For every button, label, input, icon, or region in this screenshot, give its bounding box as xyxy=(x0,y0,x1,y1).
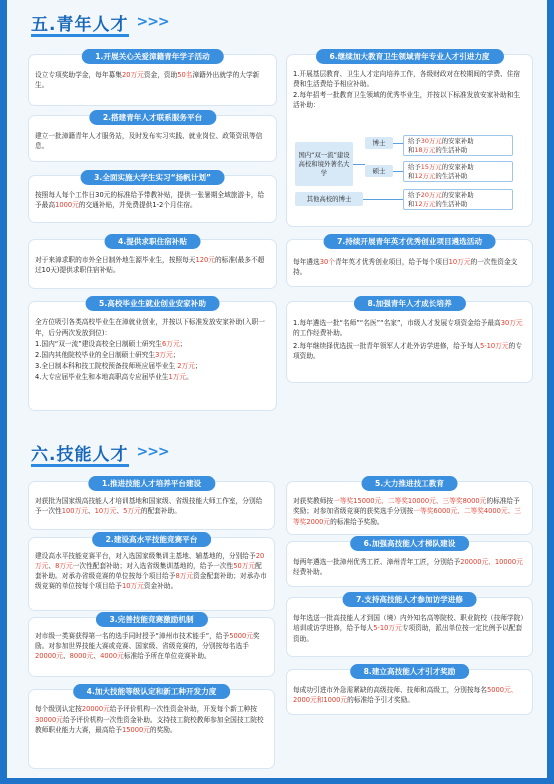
skill-card-5 xyxy=(287,479,532,534)
title-underline xyxy=(31,464,129,467)
table-cell-other: 给予20万元的安家补助 和12万元的生活补助 xyxy=(403,189,513,210)
list-item: 2.国内其他院校毕业的全日制硕士研究生3万元； xyxy=(35,351,180,359)
body-text: 2.每年招考一批教育卫生领域的优秀毕业生，并按以下标准发放安家补助和生活补助： xyxy=(293,90,521,110)
card-header: 3.完善技能竞赛激励机制 xyxy=(95,612,207,627)
connector-line xyxy=(363,199,403,200)
youth-card-7 xyxy=(287,237,532,286)
list-item: 1.国内“双一流”建设高校全日制硕士研究生6万元； xyxy=(35,340,187,348)
card-header: 2.搭建青年人才联系服务平台 xyxy=(89,110,216,125)
youth-card-2 xyxy=(29,113,276,161)
card-body xyxy=(293,318,526,362)
page-border-right xyxy=(547,0,554,784)
title-underline xyxy=(31,34,129,37)
youth-card-6 xyxy=(287,52,532,226)
card-body: 每年选送一批高技能人才到国（境）内外知名高等院校、职业院校（技师学院）培训或访学进修，给予每人5-10万元专项资助，派出单位按一定比例予以配套资助。 xyxy=(293,614,524,643)
connector-line xyxy=(393,143,403,144)
card-body: 每成功引进市外急需紧缺的高级技师、技师和高级工，分别按每名5000元、2000元和1000元的标准给予引才奖励。 xyxy=(293,686,518,705)
youth-card-4 xyxy=(29,237,276,288)
body-text: 对于来漳求职的市外全日制外地生源毕业生，按照每天 xyxy=(35,256,196,264)
body-text: 资金，资助 xyxy=(143,71,178,79)
body-text: 的标准(最多不超过10天)提供求职住宿补贴。 xyxy=(35,256,265,275)
highlight-value: 20万元 xyxy=(121,71,144,79)
section-six-title xyxy=(31,440,169,464)
body-text: 按照每人每个工作日30元的标准给予带教补贴，提供一张暑期全域旅游卡，给予最高 xyxy=(35,191,265,210)
card-header: 3.全面实施大学生实习“扬帆计划” xyxy=(80,170,225,185)
card-body: 每两年遴选一批漳州优秀工匠、漳州青年工匠，分别给予20000元、10000元经费补助。 xyxy=(293,558,523,577)
highlight-value: 120元 xyxy=(195,256,215,264)
card-body: 建立一批漳籍青年人才服务站，及时发布实习实践、就业岗位、政策资讯等信息。 xyxy=(35,132,263,151)
highlight-value: 50名 xyxy=(177,71,193,79)
card-header: 4.提供求职住宿补贴 xyxy=(104,234,201,249)
section-five-title-text: 五.青年人才 xyxy=(31,14,129,35)
card-header: 5.大力推进技工教育 xyxy=(361,476,458,491)
chevron-right-icon: >>> xyxy=(136,444,169,460)
youth-card-5 xyxy=(29,299,276,410)
page xyxy=(7,0,547,778)
youth-card-3 xyxy=(29,173,276,222)
connector-line xyxy=(393,171,403,172)
table-cell-doctor: 给予30万元的安家补助 和18万元的生活补助 xyxy=(403,135,513,156)
skill-card-3 xyxy=(29,615,274,676)
card-body: 每个级别认定按20000元给予评价机构一次性资金补助，开发每个新工种按30000元给予评价机构一次性资金补助。支持技工院校教师参加全国技工院校教师职业能力大赛，最高给予15000元的奖励。 xyxy=(35,705,264,734)
body-text: 1.开展基层教育、卫生人才定向培养工作，各级财政对在校期间的学费、住宿费和生活费给予相应补助。 xyxy=(293,70,521,89)
skill-card-1 xyxy=(29,479,274,529)
list-item: 4.大专应届毕业生和本地高职高专应届毕业生1万元。 xyxy=(35,373,193,381)
body-text: 漳籍外出就学的大学新生。 xyxy=(35,71,260,90)
body-text: 1.每年遴选一批“名师”“名医”“名家”，市级人才发展专项资金给予最高30万元的工作经费补助。 xyxy=(293,319,523,338)
table-label-other: 其他高校的博士 xyxy=(295,192,363,206)
connector-line xyxy=(353,164,365,165)
card-body xyxy=(293,69,526,111)
body-text: 全方位吸引各类高校毕业生在漳就业创业，并按以下标准发放安家补助(入职一年，后分两次发放到位)： xyxy=(35,318,265,337)
card-body: 建设高水平技能竞赛平台，对入选国家级集训主基地、辅基地的，分别给予20万元、8万元一次性配套补助；对入选省级集训基地的，给予一次性50万元配套补助。对承办省级竞赛的单位按每个项目给予8万元资金配套补助；对承办市级竞赛的单位按每个项目给予10万元资金补助。 xyxy=(35,552,267,590)
card-body: 对市级一类赛获得第一名的选手同时授予“漳州市技术能手”，给予5000元奖励。对参加世界技能大赛或竞赛、国家级、省级竞赛的，分别按每名选手20000元、8000元、4000元标准给予所在单位竞赛补助。 xyxy=(35,632,260,660)
list-item: 3.全日制本科和技工院校预备技师班应届毕业生 2万元； xyxy=(35,362,202,370)
card-body xyxy=(35,317,270,383)
card-body xyxy=(35,255,270,276)
card-header: 1.开展关心关爱漳籍青年学子活动 xyxy=(81,49,223,64)
card-header: 6.加强高技能人才梯队建设 xyxy=(350,536,470,551)
section-five-title xyxy=(31,10,169,34)
body-text: 2.每年继续择优选拔一批青年领军人才赴外访学进修，给予每人5-10万元的专项资助。 xyxy=(293,341,522,361)
card-header: 7.支持高技能人才参加访学进修 xyxy=(342,592,477,607)
table-group-label: 国内“双一流”建设高校和境外著名大学 xyxy=(295,142,353,186)
card-body: 对获批为国家级高技能人才培训基地和国家级、省级技能大师工作室，分别给予一次性100万元、10万元、5万元的配套补助。 xyxy=(35,497,263,516)
page-border-bottom xyxy=(0,778,554,784)
card-body xyxy=(35,70,270,91)
skill-card-6 xyxy=(287,539,532,586)
skill-card-2 xyxy=(29,535,274,610)
table-label-master: 硕士 xyxy=(365,165,393,177)
body-text: 的交通补贴，并免费提供1-2个月住宿。 xyxy=(78,201,197,210)
highlight-value: 1000元 xyxy=(55,201,79,210)
page-border-left xyxy=(0,0,7,784)
skill-card-4 xyxy=(29,687,274,768)
youth-card-1 xyxy=(29,52,276,105)
card-header: 8.建立高技能人才引才奖励 xyxy=(350,664,470,679)
card-header: 8.加强青年人才成长培养 xyxy=(353,296,465,311)
body-text: 设立专项奖助学金，每年募集 xyxy=(35,71,122,79)
table-cell-master: 给予15万元的安家补助 和12万元的生活补助 xyxy=(403,161,513,182)
table-label-doctor: 博士 xyxy=(365,137,393,149)
card-header: 4.加大技能等级认定和新工种开发力度 xyxy=(73,684,231,699)
card-body: 每年遴选30个青年英才优秀创业项目，给予每个项目10万元的一次性资金支持。 xyxy=(293,258,518,277)
card-header: 2.建设高水平技能竞赛平台 xyxy=(92,532,212,547)
section-six-title-text: 六.技能人才 xyxy=(31,444,129,465)
card-header: 6.继续加大教育卫生领域青年专业人才引进力度 xyxy=(315,49,503,64)
card-header: 5.高校毕业生就业创业安家补助 xyxy=(85,296,220,311)
card-body xyxy=(35,190,270,211)
card-header: 1.推进技能人才培养平台建设 xyxy=(88,476,215,491)
youth-card-8 xyxy=(287,299,532,382)
card-body: 对获奖教师按一等奖15000元、二等奖10000元、三等奖8000元的标准给予奖励；对参加省级竞赛的获奖选手分别按一等奖6000元、二等奖4000元、三等奖2000元的标准给予奖励。 xyxy=(293,497,521,526)
chevron-right-icon: >>> xyxy=(136,14,169,30)
card-header: 7.持续开展青年英才优秀创业项目遴选活动 xyxy=(323,234,496,249)
skill-card-8 xyxy=(287,667,532,714)
skill-card-7 xyxy=(287,595,532,656)
